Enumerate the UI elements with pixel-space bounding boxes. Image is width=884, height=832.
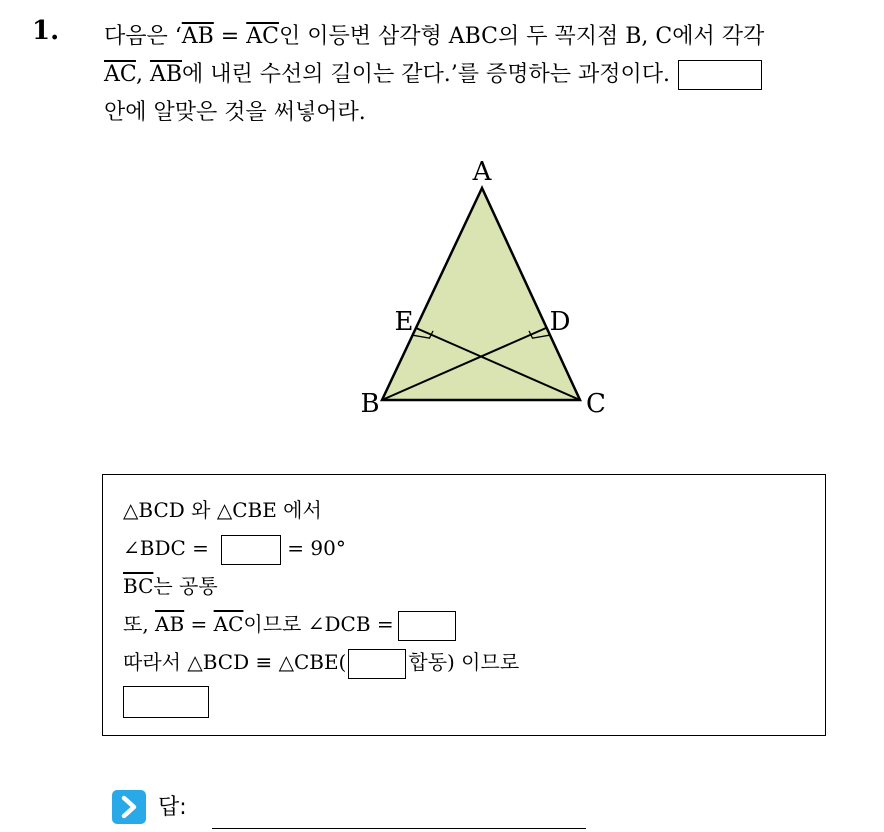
proof-line-1: △BCD 와 △CBE 에서 — [123, 498, 322, 522]
point-label-d: D — [549, 307, 571, 337]
question-line2-post: 에 내린 수선의 길이는 같다.’를 증명하는 과정이다. — [182, 62, 670, 87]
proof-line-4 — [123, 605, 805, 643]
blank-box-angle-dcb — [398, 611, 456, 641]
question-line2-comma: , — [135, 62, 150, 87]
segment-ab: $\overline{AB}$ — [181, 24, 214, 49]
proof-line2-pre: ∠BDC = — [123, 536, 216, 560]
question-number: 1. — [32, 16, 60, 46]
proof-box — [102, 474, 826, 736]
triangle-abc — [382, 188, 580, 400]
vertex-label-a: A — [472, 157, 492, 187]
proof-line-6 — [123, 681, 805, 719]
segment-ab: $\overline{AB}$ — [149, 62, 182, 87]
proof-line4-pre: 또, — [123, 612, 156, 636]
question-line1-pre: 다음은 ‘ — [104, 24, 182, 49]
blank-box-congruence — [348, 649, 406, 679]
segment-ac: $\overline{AC}$ — [246, 24, 279, 49]
question-line-2 — [104, 56, 864, 94]
proof-line-2 — [123, 529, 805, 567]
answer-label: 답: — [158, 795, 187, 820]
question-line1-post: 인 이등변 삼각형 ABC의 두 꼭지점 B, C에서 각각 — [278, 24, 765, 49]
segment-bc: $\overline{BC}$ — [123, 574, 154, 598]
question-text — [104, 18, 864, 132]
question-line-3: 안에 알맞은 것을 써넣어라. — [104, 100, 366, 125]
proof-line-5 — [123, 643, 805, 681]
blank-box-angle-bdc — [221, 535, 281, 565]
answer-underline[interactable] — [212, 828, 586, 829]
proof-line2-post: = 90° — [287, 536, 346, 560]
question-line1-eq: = — [213, 24, 247, 49]
blank-box-conclusion — [123, 686, 209, 718]
question-line-1 — [104, 18, 864, 56]
proof-line-3 — [123, 567, 805, 605]
segment-ac: $\overline{AC}$ — [104, 62, 136, 87]
triangle-diagram — [340, 152, 640, 432]
proof-line3-post: 는 공통 — [153, 574, 218, 598]
proof-line5-post: 합동) 이므로 — [408, 650, 520, 674]
point-label-e: E — [394, 307, 414, 337]
question-answer-box — [678, 60, 762, 90]
proof-line4-mid: 이므로 ∠DCB = — [243, 612, 394, 636]
vertex-label-c: C — [586, 389, 606, 419]
segment-ab: $\overline{AB}$ — [155, 612, 185, 636]
vertex-label-b: B — [360, 389, 380, 419]
segment-ac: $\overline{AC}$ — [213, 612, 244, 636]
proof-line5-pre: 따라서 △BCD ≡ △CBE( — [123, 650, 347, 674]
proof-line4-eq: = — [184, 612, 214, 636]
arrow-right-icon — [112, 790, 146, 824]
